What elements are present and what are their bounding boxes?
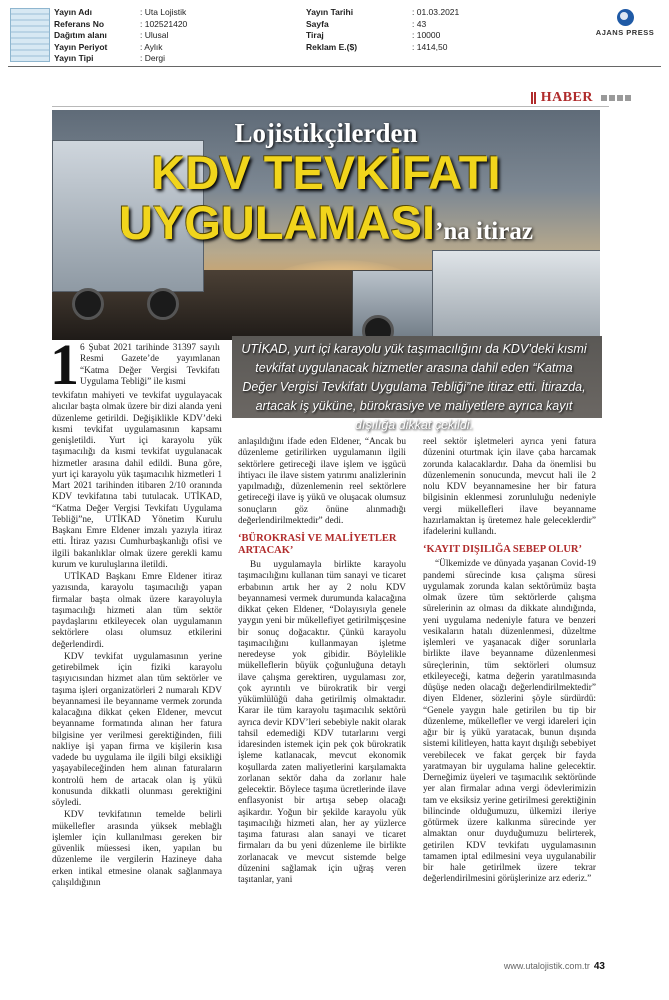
headline-line2: KDV TEVKİFATI [151, 146, 501, 199]
headline-line3: UYGULAMASI’na itiraz [119, 196, 533, 249]
hero-image [52, 110, 600, 340]
footer-url: www.utalojistik.com.tr [503, 961, 590, 971]
truck-right-illustration [432, 250, 600, 340]
meta-row: Yayın Tarihi : 01.03.2021 [306, 7, 460, 17]
meta-row: Yayın Periyot : Aylık [54, 41, 163, 52]
agency-logo: AJANS PRESS [590, 9, 660, 37]
article-column-1: tevkifatın mahiyeti ve tevkifat uygulayacak alıcılar başta olmak üzere bir dizi alanda yeni düzenleme getirildi. Değişiklikle KDV’deki kısmi tevkifat uygulamasının kapsamı genişletildi. Yurt içi karayolu yük taşımacılığı da kısmi tevkifat uygulanacak hizmetler arasına dahil edildi. Buna göre, yurt içi karayolu yük taşımacılık hizmetleri 1 Mart 2021 tarihinden itibaren 2/10 oranında KDV tevkifatına tabi tutulacak. UTİKAD, “Katma Değer Vergisi Tevkifatı Uygulama Tebliği”ne, UTİKAD Yönetim Kurulu Başkanı Emre Eldener imzalı yazıyla itiraz etti. İtiraz yazısı Cumhurbaşkanlığı ofisi ve ilgili bakanlıklar olmak üzere gerekli kamu kurum ve kuruluşlarına iletildi. UTİKAD Başkanı Emre Eldener itiraz yazısında, karayolu taşımacılığı yapan firmalar başta olmak üzere karayoluyla taşımacılığı hizmeti alan tüm sektör paydaşlarını etkileyecek olan uygulamanın sektörlere olası olumsuz etkilerini değerlendirdi. KDV tevkifat uygulamasının yerine getirebilmek için fiziki karayolu taşıyıcısından hizmet alan tüm sektörler ve taşıma işleri organizatörleri 2 numaralı KDV beyannamesi ile beyanname vermek zorunda kalacağına dikkat çeken Eldener, mevcut beyanname formatında alınan her fatura bilgisine yer verilmesi gerektiğinden, fiili nakliye işi yapan firma ve kişilerin kısa vadede bu uygulama ile ilgili bilgi eksikliği yaşayabileceğinden hem alınan faturaların kontrolü hem de artacak olan iş yükü konusunda dikkatli olunması gerektiğini söyledi. KDV tevkifatının temelde belirli mükellefler arasında yüksek meblağlı işlemler için kullanılması gereken bir güvenlik müessesi iken, yapılan bu düzenleme ile vergilerin Hazineye daha erken intikal etmesine olanak sağlanmaya çalışıldığının [52, 391, 222, 888]
section-divider [52, 106, 609, 107]
meta-row: Referans No : 102521420 [54, 18, 188, 29]
meta-row: Yayın Adı : Uta Lojistik [54, 7, 187, 17]
headline-line1: Lojistikçilerden [234, 118, 418, 148]
meta-row: Yayın Tipi : Dergi [54, 53, 166, 63]
lead-paragraph: UTİKAD, yurt içi karayolu yük taşımacılığını da KDV’deki kısmi tevkifat uygulanacak hizmetler arasına dahil eden “Katma Değer Vergisi Tevkifatı Uygulama Tebliği”ne itiraz etti. İtirazda, artacak iş yüküne, bürokrasiye ve maliyetlere ayrıca kayıt dışılığa dikkat çekildi. [241, 342, 587, 432]
clipping-header [0, 0, 669, 66]
drop-cap: 1 [50, 332, 79, 397]
meta-row: Dağıtım alanı : Ulusal [54, 30, 169, 40]
publication-thumbnail [10, 8, 50, 62]
globe-icon [617, 9, 634, 26]
section-tag: HABER [531, 90, 631, 106]
subheading-informality: ‘KAYIT DIŞILIĞA SEBEP OLUR’ [423, 544, 583, 556]
meta-row: Tiraj : 10000 [306, 30, 441, 40]
article-column-1-top: 6 Şubat 2021 tarihinde 31397 sayılı Resmi Gazete’de yayımlanan “Katma Değer Vergisi Tevkifatı Uygulama Tebliği” ile kısmi [80, 343, 220, 387]
page-footer [504, 961, 605, 972]
article-column-3: reel sektör işletmeleri ayrıca yeni fatura düzenini oturtmak için ilave çaba harcamak zorunda kalacaklardır. Daha da önemlisi bu düzenlemenin sonucunda, mevcut hali ile 2 nolu KDV beyannamesine her bir fatura bilgisinin eklenmesi zorunluluğu nedeniyle vergi mükellefleri ilave beyanname hazırlamaktan iş üretemez hale geleceklerdir” ifadelerini kullandı. ‘KAYIT DIŞILIĞA SEBEP OLUR’ “Ülkemizde ve dünyada yaşanan Covid-19 pandemi sürecinde kısa çalışma süresi uygulamak zorunda kalan sektörümüz başta olmak üzere tüm sektörlerde çalışma sürelerinin az olması da dikkate alındığında, yeni uygulama nedeniyle fatura ve benzeri vesikaların hatalı düzenlenmesi, düzeltme işlemleri ve yaşanacak diğer sorunlarla birlikte ilave beyanname düzenlenmesi süreçlerinin, tüm sektörleri olumsuz etkileyeceği, katma değerin yaratılmasında düşüşe neden olacağı değerlendirilmektedir” diyen Eldener, sözlerini şöyle sürdürdü: “Genele yaygın hale getirilen bu tip bir düzenleme, mükellefler ve vergi idareleri için ağır bir iş yükü yaratacak, bunun dışında sistemi kilitleyen, hatta kayıt dışılığı sebebiyet verebilecek ve fakat gerçek bir fayda yaratmayan bir uygulama haline gelecektir. Derneğimiz üyeleri ve taşımacılık sektöründe yer alan firmalar adına vergi ödevlerimizin tam ve eksiksiz yerine getirilmesi gerektiğinin bilincinde olduğumuzu, ülkemizi ileriye götürmek üzere kalkınma sürecinde yer almaktan onur duyduğumuzu belirterek, getirilen KDV tevkifatı uygulamasının tamamen iptal edilmesini veya uygulanabilir bir hale getirilmek üzere tekrar değerlendirilmesini görüşlerinize arz ederiz.” [423, 437, 596, 885]
header-divider [8, 66, 661, 67]
meta-right [306, 7, 459, 53]
page-number: 43 [593, 961, 605, 972]
section-bars-icon [531, 92, 537, 104]
meta-row: Reklam E.($) : 1414,50 [306, 41, 448, 52]
meta-left [54, 7, 187, 65]
article-column-2: anlaşıldığını ifade eden Eldener, “Ancak bu düzenleme getirilirken uygulamanın ilgili sektörlere getireceği ilave işlem ve işgücü ihtiyacı ile ilave sistem yatırımı analizlerinin yapılmadığı, düzenlemenin reel sektörlere getireceği ilave iş yükü ve oluşacak olumsuz sonuçların göz önüne alınmadığı değerlendirilmektedir” dedi. ‘BÜROKRASİ VE MALİYETLER ARTACAK’ Bu uygulamayla birlikte karayolu taşımacılığını kullanan tüm sanayi ve ticaret erbabının artık her ay 2 nolu KDV beyannamesi vermek durumunda kalacağına dikkat çeken Eldener, “Dolayısıyla genele yaygın yeni bir mükellefiyet getirilmişçesine bir sonuç doğacaktır. Çünkü karayolu taşımacılığını kullanmayan işletme neredeyse yok gibidir. Böylelikle mükelleflerin büyük çoğunluğuna detaylı ilave çalışma gerektiren, uygulaması zor, çok ayrıntılı ve bürokratik bir vergi yükümlülüğü daha getirilmiş olmaktadır. Karar ile tüm karayolu taşımacılık sektörü ayrıca devir KDV’leri sebebiyle nakit olarak tahsil edemediği KDV tutarlarını vergi idaresinden istemek için pek çok bürokratik işleme katlanacak, mevcut ekonomik koşullarda zaten maliyetlerini karşılamakta zorlanan sektör daha da zorlanır hale gelecektir. Böylece taşıma ücretlerinde ilave enflasyonist bir artışa sebep olacağı aşikardır. Yoğun bir şekilde karayolu yük taşımacılığı hizmeti alan, her ay yüzlerce taşıma faturası alan sanayi ve ticaret firmaları da bu yeni düzenleme ile birlikte zorlanacak ve mevcut sistemde belge düzenini sağlamak için uğraş veren taşıtanlar, yani [238, 437, 406, 885]
subheading-bureaucracy: ‘BÜROKRASİ VE MALİYETLER ARTACAK’ [238, 533, 397, 556]
meta-row: Sayfa : 43 [306, 18, 427, 29]
section-squares-icon [601, 95, 631, 101]
